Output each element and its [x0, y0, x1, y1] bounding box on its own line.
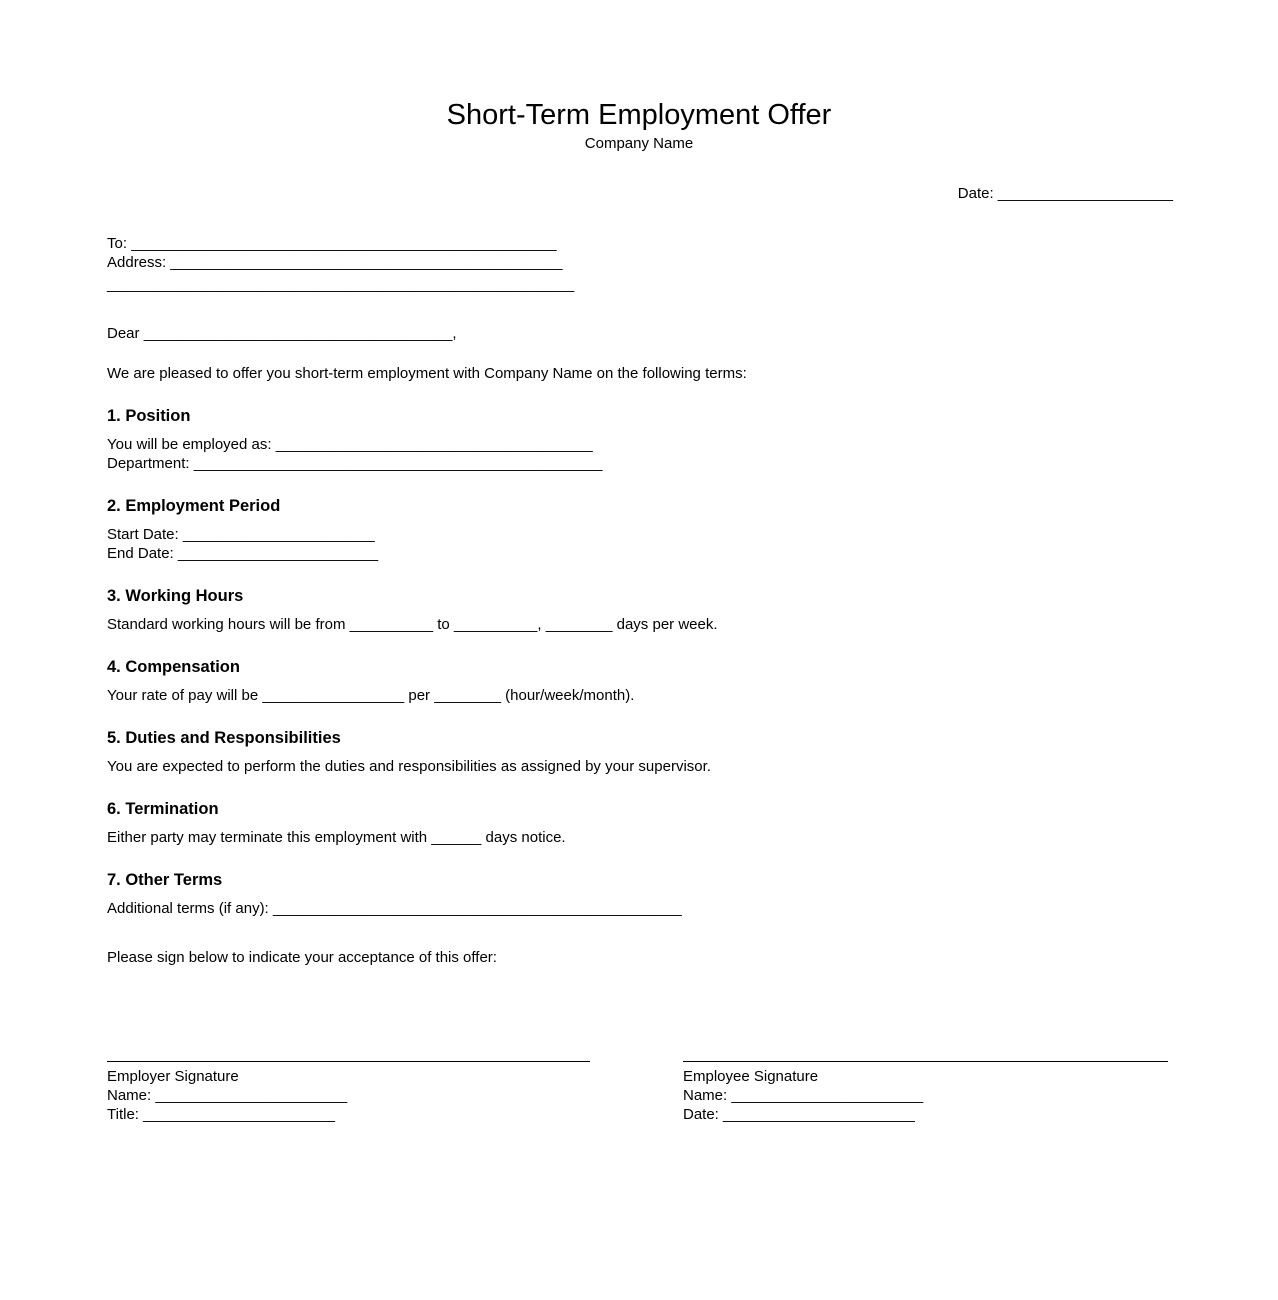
termination-text-before: Either party may terminate this employment with: [107, 829, 428, 846]
employee-signature-caption: Employee Signature: [683, 1068, 819, 1085]
to-line: [107, 234, 1173, 253]
working-hours-comma: ,: [537, 616, 542, 633]
section-termination-heading: 6. Termination: [107, 800, 219, 818]
compensation-per-word: per: [408, 687, 431, 704]
address-blank-field[interactable]: _______________________________________________: [170, 254, 563, 271]
working-hours-text-before: Standard working hours will be from: [107, 616, 346, 633]
additional-terms-label: Additional terms (if any):: [107, 900, 269, 917]
employed-as-line: [107, 435, 1173, 454]
employee-name-blank-field[interactable]: _______________________: [731, 1087, 924, 1104]
salutation-line: [107, 324, 1173, 343]
end-date-blank-field[interactable]: ________________________: [177, 545, 379, 562]
days-per-week-blank-field[interactable]: ________: [545, 616, 613, 633]
salutation-blank-field[interactable]: _____________________________________: [143, 325, 453, 342]
section-other-terms-heading: 7. Other Terms: [107, 871, 223, 889]
section-duties: [107, 728, 1173, 776]
salutation-comma: ,: [452, 325, 457, 342]
salutation-prefix: Dear: [107, 325, 140, 342]
address-continuation-line: [107, 275, 1173, 294]
intro-paragraph: We are pleased to offer you short-term employment with Company Name on the following terms:: [107, 365, 747, 382]
department-line: [107, 454, 1173, 473]
start-date-line: [107, 525, 1173, 544]
employee-date-line: [683, 1105, 1168, 1124]
employer-name-blank-field[interactable]: _______________________: [155, 1087, 348, 1104]
employee-signature-block: [683, 1061, 1168, 1124]
section-working-hours-heading: 3. Working Hours: [107, 587, 244, 605]
compensation-line: [107, 686, 1173, 705]
document-title: Short-Term Employment Offer: [446, 99, 832, 131]
section-duties-heading: 5. Duties and Responsibilities: [107, 729, 341, 747]
department-blank-field[interactable]: _________________________________________________: [193, 455, 603, 472]
working-hours-to-word: to: [437, 616, 450, 633]
recipient-block: [107, 234, 1173, 294]
section-employment-period: [107, 496, 1173, 563]
additional-terms-blank-field[interactable]: _________________________________________________: [272, 900, 682, 917]
address-continuation-blank-field[interactable]: ________________________________________________________: [107, 276, 575, 293]
address-label: Address:: [107, 254, 167, 271]
section-position: [107, 406, 1173, 473]
section-employment-period-heading: 2. Employment Period: [107, 497, 281, 515]
signature-area: [107, 1061, 1278, 1124]
date-blank-field[interactable]: _____________________: [997, 185, 1173, 202]
employed-as-blank-field[interactable]: ______________________________________: [275, 436, 593, 453]
additional-terms-line: [107, 899, 1173, 918]
employee-name-label: Name:: [683, 1087, 728, 1104]
notice-days-blank-field[interactable]: ______: [431, 829, 482, 846]
pay-rate-blank-field[interactable]: _________________: [262, 687, 405, 704]
address-line: [107, 253, 1173, 272]
employer-title-label: Title:: [107, 1106, 139, 1123]
pay-period-blank-field[interactable]: ________: [434, 687, 501, 704]
section-working-hours: [107, 586, 1173, 634]
section-other-terms: [107, 870, 1173, 918]
duties-text: You are expected to perform the duties and responsibilities as assigned by your supervisor.: [107, 758, 711, 775]
section-compensation-heading: 4. Compensation: [107, 658, 240, 676]
employee-date-blank-field[interactable]: _______________________: [723, 1106, 915, 1123]
employee-date-label: Date:: [683, 1106, 719, 1123]
employer-signature-caption: Employer Signature: [107, 1068, 239, 1085]
compensation-text-before: Your rate of pay will be: [107, 687, 259, 704]
hours-to-blank-field[interactable]: __________: [453, 616, 538, 633]
employed-as-label: You will be employed as:: [107, 436, 272, 453]
date-label: Date:: [957, 185, 994, 202]
section-termination: [107, 799, 1173, 847]
section-position-heading: 1. Position: [107, 407, 191, 425]
hours-from-blank-field[interactable]: __________: [349, 616, 434, 633]
date-row: [0, 184, 1278, 203]
employer-title-blank-field[interactable]: _______________________: [143, 1106, 335, 1123]
start-date-label: Start Date:: [107, 526, 179, 543]
start-date-blank-field[interactable]: _______________________: [182, 526, 375, 543]
department-label: Department:: [107, 455, 190, 472]
to-label: To:: [107, 235, 128, 252]
acceptance-instruction: Please sign below to indicate your acceptance of this offer:: [107, 949, 497, 966]
employee-name-line: [683, 1086, 1168, 1105]
section-compensation: [107, 657, 1173, 705]
employer-title-line: [107, 1105, 590, 1124]
working-hours-text-after: days per week.: [616, 616, 718, 633]
end-date-label: End Date:: [107, 545, 174, 562]
employer-name-label: Name:: [107, 1087, 152, 1104]
termination-line: [107, 828, 1173, 847]
compensation-text-after: (hour/week/month).: [505, 687, 635, 704]
to-blank-field[interactable]: ___________________________________________________: [131, 235, 557, 252]
employer-name-line: [107, 1086, 590, 1105]
end-date-line: [107, 544, 1173, 563]
working-hours-line: [107, 615, 1173, 634]
employer-signature-block: [107, 1061, 590, 1124]
company-name-subtitle: Company Name: [584, 135, 694, 152]
termination-text-after: days notice.: [485, 829, 566, 846]
